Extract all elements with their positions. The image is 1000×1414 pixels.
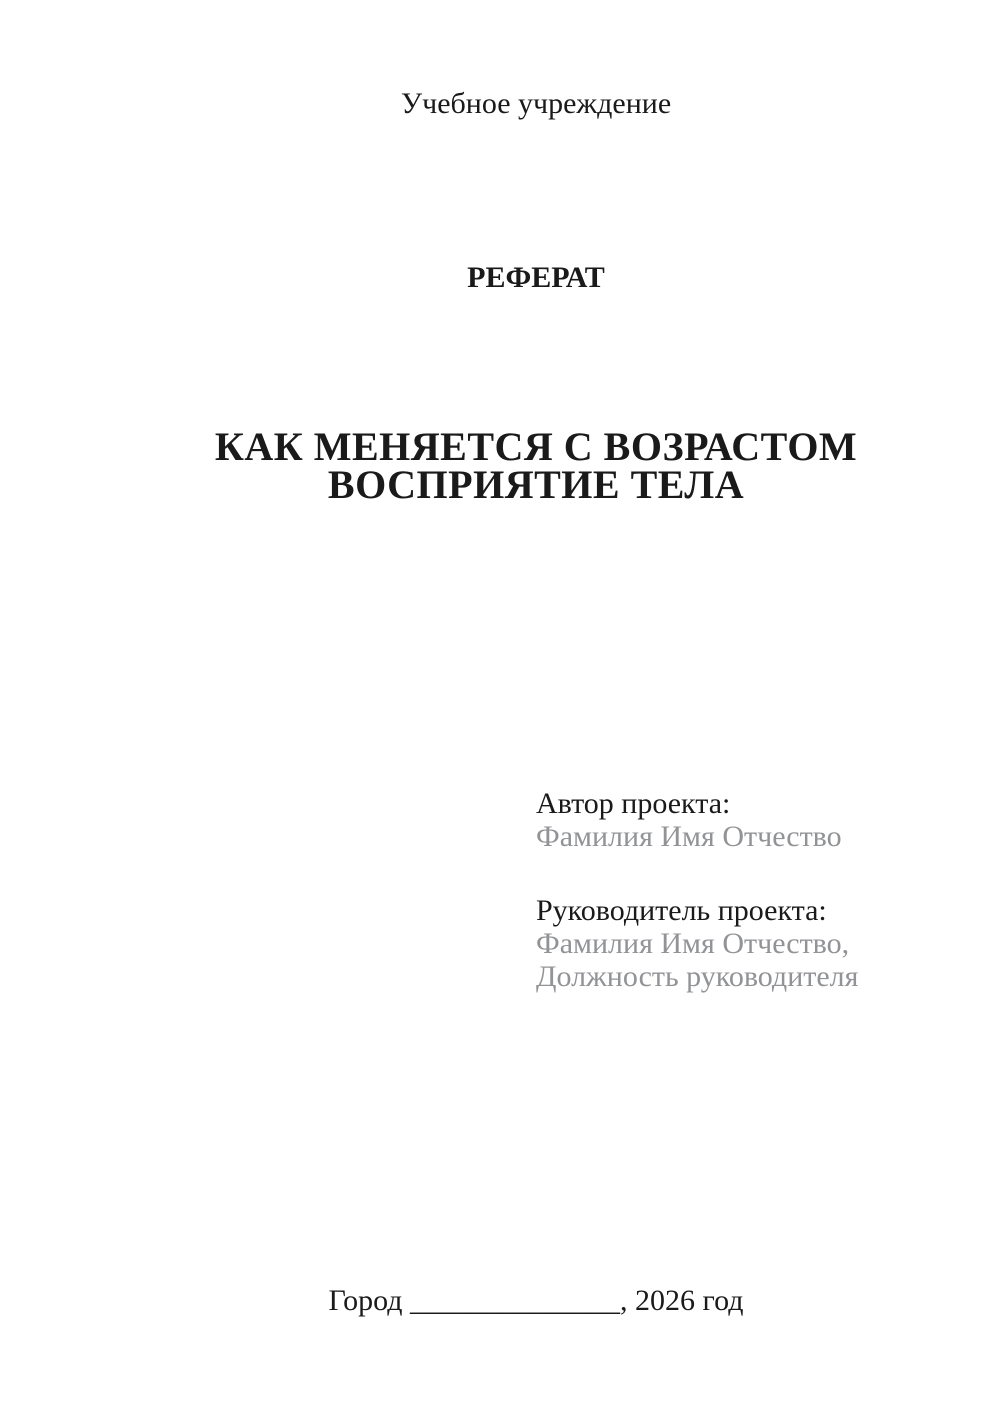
supervisor-name-placeholder: Фамилия Имя Отчество, (536, 927, 850, 960)
city-year-line: Город ______________, 2026 год (328, 1284, 744, 1317)
report-title (143, 424, 929, 507)
doc-type-heading: РЕФЕРАТ (467, 261, 605, 294)
author-name-placeholder: Фамилия Имя Отчество (536, 820, 842, 853)
report-title-line2: ВОСПРИЯТИЕ ТЕЛА (327, 462, 745, 507)
author-label: Автор проекта: (536, 787, 731, 820)
supervisor-position-placeholder: Должность руководителя (536, 960, 859, 993)
credits-block (536, 787, 858, 993)
institution-line: Учебное учреждение (400, 87, 672, 120)
report-title-line1: КАК МЕНЯЕТСЯ С ВОЗРАСТОМ (214, 424, 858, 469)
supervisor-label: Руководитель проекта: (536, 894, 827, 927)
